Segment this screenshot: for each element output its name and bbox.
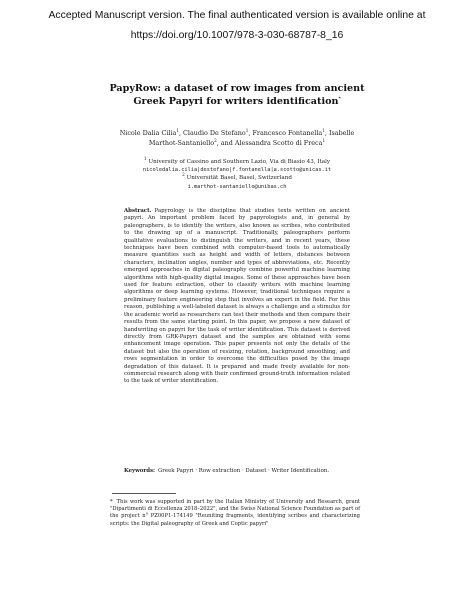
footnote-text: This work was supported in part by the Italian Ministry of University and Research, grant "Dipartimenti di Eccellenza 2018–2022", and the Swiss National Science Foundation as part of the project n° PZ00P1-174149 "Reuniting fragments, identifying scribes and characterizing scripts: the Digital paleography of Greek and Coptic papyri" — [110, 499, 360, 527]
abstract — [124, 208, 350, 386]
author-affil-mark: 1 — [245, 127, 249, 133]
author-name: , Isabelle — [324, 129, 355, 137]
author-name: Marthot-Santaniello — [148, 139, 215, 147]
abstract-text: Papyrology is the discipline that studies texts written on ancient papyri. An important problem faced by papyrologists and, in general by paleographers, is to identify the writers, also known as scribes, who contributed to the drawing up of a manuscript. Traditionally, paleographers perform qualitative evaluations to distinguish the writers, and in recent years, these techniques have been combined with computer-based tools to automatically measure quantities such as height and width of letters, distances between characters, inclination angles, number and types of abbreviations, etc. Recently emerged approaches in digital paleography combine powerful machine learning algorithms with high-quality digital images. Some of these approaches have been used for feature extraction, other to classify writers with machine learning algorithms or deep learning systems. However, traditional techniques require a preliminary feature engineering step that involves an expert in the field. For this reason, publishing a well-labeled dataset is always a challenge and a stimulus for the academic world as researchers can test their methods and then compare their results from the same starting point. In this paper, we propose a new dataset of handwriting on papyri for the task of writer identification. This dataset is derived directly from GRK-Papyri dataset and the samples are obtained with some enhancement image operation. This paper presents not only the details of the dataset but also the operation of resizing, rotation, background smoothing, and rows segmentation in order to overcome the difficulties posed by the image degradation of this dataset. It is prepared and made freely available for non-commercial research along with their confirmed ground-truth information related to the task of writer identification. — [124, 208, 350, 385]
author-affil-mark: 2 — [214, 137, 217, 143]
author-affil-mark: 1 — [322, 127, 325, 133]
affiliations — [0, 158, 474, 191]
author-affil-mark: 1 — [322, 137, 326, 143]
author-list — [0, 128, 474, 148]
author-name: , and Alessandra Scotto di Freca — [216, 139, 323, 147]
manuscript-banner — [0, 6, 474, 46]
banner-doi-link[interactable]: https://doi.org/10.1007/978-3-030-68787-8_16 — [130, 30, 344, 41]
author-name: , Claudio De Stefano — [178, 129, 246, 137]
affiliation-1 — [0, 158, 474, 166]
keywords-text: Greek Papyri · Row extraction · Dataset · Writer Identification. — [158, 468, 330, 474]
footnote-paragraph — [110, 499, 360, 528]
title-line-1: PapyRow: a dataset of row images from ancient — [109, 83, 365, 94]
author-affil-mark: 1 — [176, 127, 179, 133]
affiliation-text: Universität Basel, Basel, Switzerland — [186, 175, 292, 182]
title-line-2 — [0, 95, 474, 108]
footnote — [110, 499, 360, 528]
keywords — [124, 468, 350, 475]
author-line-2 — [0, 138, 474, 148]
footnote-divider — [112, 493, 176, 494]
keywords-label: Keywords: — [124, 468, 155, 474]
keywords-paragraph — [124, 468, 350, 475]
author-name: , Francesco Fontanella — [248, 129, 323, 137]
title-footnote-mark: * — [338, 95, 341, 101]
affiliation-2-email[interactable]: i.marthot-santaniello@unibas.ch — [187, 183, 287, 190]
banner-line-1: Accepted Manuscript version. The final authenticated version is available online at — [48, 10, 426, 21]
affiliation-1-email[interactable]: nicoledalia.cilia|destefano|f.fontanella|a.scotto@unicas.it — [142, 167, 332, 174]
author-line-1 — [0, 128, 474, 138]
footnote-mark: * — [110, 499, 113, 505]
author-name: Nicole Dalia Cilia — [119, 129, 177, 137]
affiliation-mark: 2 — [182, 172, 185, 178]
paper-title — [0, 82, 474, 108]
affiliation-2 — [0, 174, 474, 182]
affiliation-text: University of Cassino and Southern Lazio, Via di Biasio 43, Italy — [148, 159, 331, 165]
affiliation-mark: 1 — [143, 156, 147, 162]
abstract-paragraph — [124, 208, 350, 386]
abstract-label: Abstract. — [124, 208, 152, 214]
title-line-2-text: Greek Papyri for writers identification — [133, 96, 339, 107]
